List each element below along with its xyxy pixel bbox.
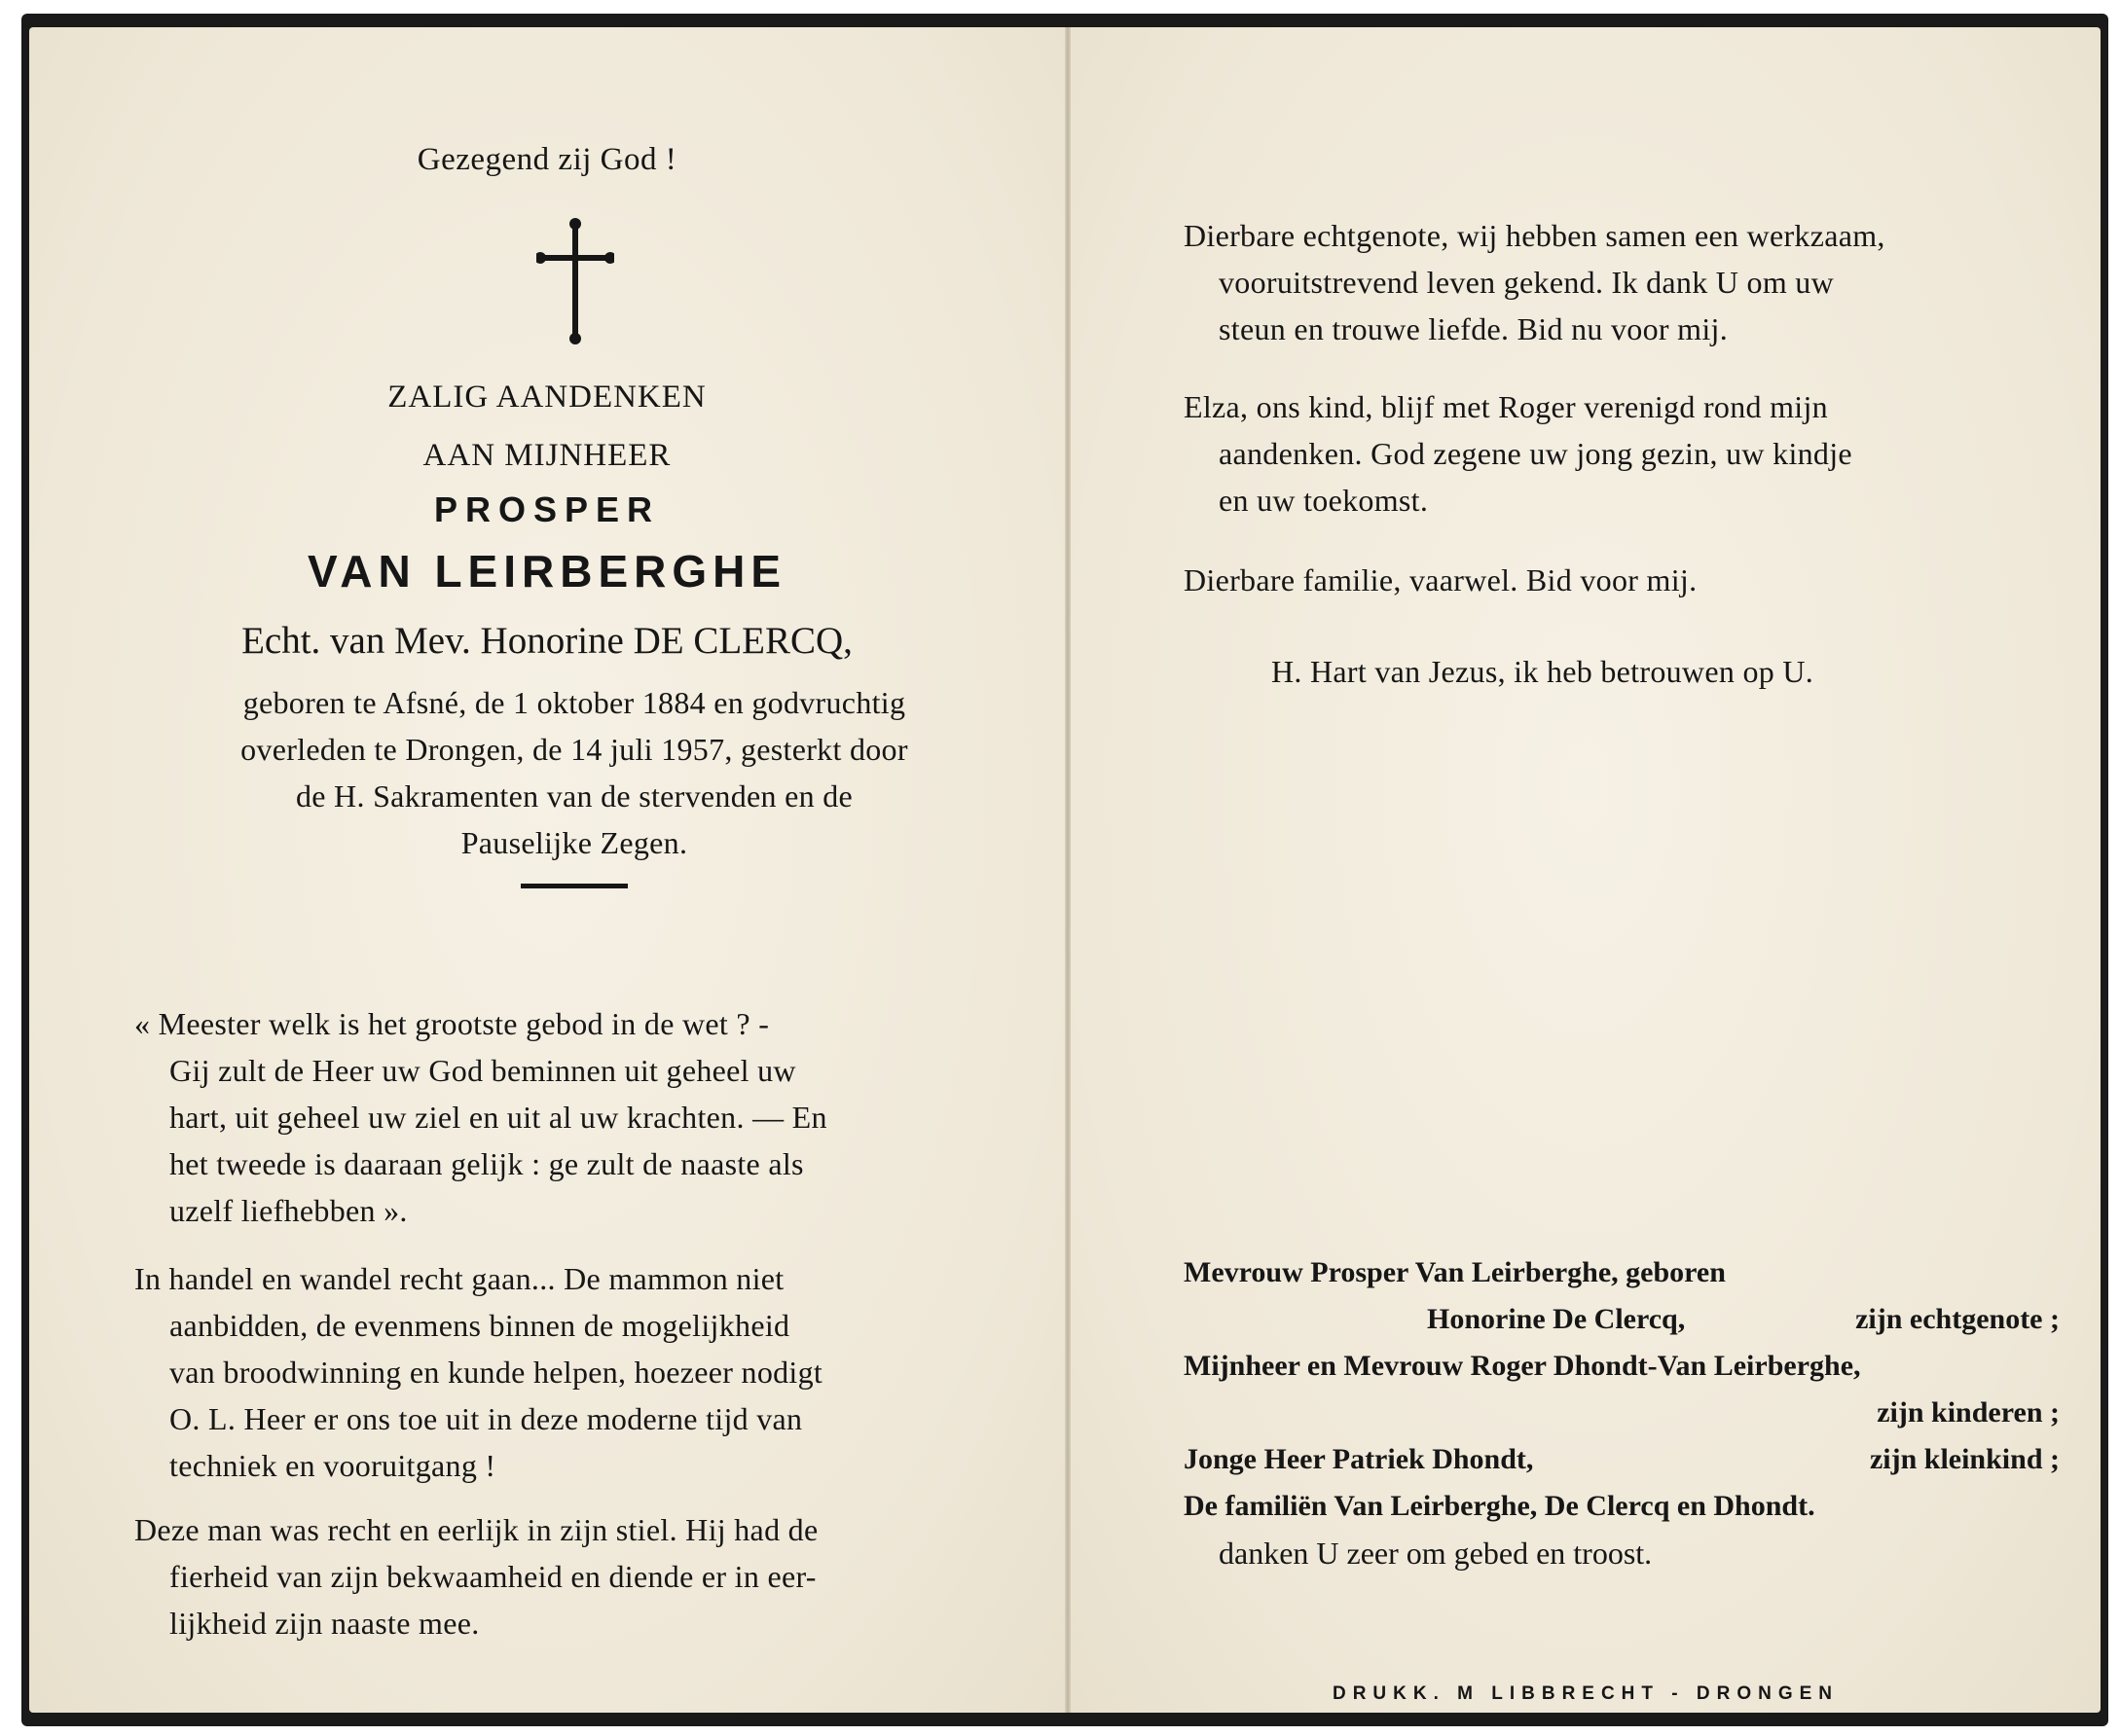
bio-line: Pauselijke Zegen. [460, 825, 688, 860]
printer-credit: DRUKK. M LIBBRECHT - DRONGEN [1332, 1683, 1840, 1704]
paragraph-line: In handel en wandel recht gaan... De mammon niet [134, 1261, 785, 1296]
salutation: Gezegend zij God ! [417, 142, 677, 177]
paragraph-trade [134, 1255, 1010, 1489]
paragraph-line: lijkheid zijn naaste mee. [169, 1606, 480, 1641]
paragraph-line: Deze man was recht en eerlijk in zijn stiel. Hij had de [134, 1512, 819, 1547]
message-to-wife [1184, 212, 2060, 352]
divider [521, 884, 628, 888]
thanks-closing: danken U zeer om gebed en troost. [1219, 1536, 1653, 1571]
thanks-name: Jonge Heer Patriek Dhondt, [1184, 1443, 1534, 1475]
paragraph-line: fierheid van zijn bekwaamheid en diende er in eer- [169, 1559, 817, 1594]
paragraph-line: techniek en vooruitgang ! [169, 1448, 496, 1483]
thanks-line: Mijnheer en Mevrouw Roger Dhondt-Van Leirberghe, [1184, 1350, 1861, 1382]
prayer-line: H. Hart van Jezus, ik heb betrouwen op U. [1271, 654, 1814, 689]
quote-line: hart, uit geheel uw ziel en uit al uw krachten. — En [169, 1100, 827, 1135]
message-line: en uw toekomst. [1219, 483, 1429, 518]
cross-icon [536, 218, 614, 344]
biography [136, 679, 1012, 866]
deceased-last-name: VAN LEIRBERGHE [307, 546, 787, 597]
closing-prayer [1184, 648, 2120, 695]
scripture-quote [134, 1000, 1010, 1234]
memorial-heading: ZALIG AANDENKEN [387, 380, 707, 415]
spouse-line: Echt. van Mev. Honorine DE CLERCQ, [241, 620, 853, 662]
message-to-family [1184, 557, 2060, 603]
paragraph-character [134, 1506, 1010, 1646]
quote-line: Gij zult de Heer uw God beminnen uit geheel uw [169, 1053, 796, 1088]
thanks-block [1184, 1249, 2060, 1576]
thanks-role: zijn kinderen ; [1877, 1396, 2060, 1429]
paragraph-line: O. L. Heer er ons toe uit in deze moderne tijd van [169, 1401, 803, 1436]
thanks-role: zijn kleinkind ; [1869, 1443, 2060, 1475]
message-line: aandenken. God zegene uw jong gezin, uw kindje [1219, 436, 1852, 471]
bio-line: overleden te Drongen, de 14 juli 1957, gesterkt door [240, 732, 908, 767]
thanks-line: De familiën Van Leirberghe, De Clercq en Dhondt. [1184, 1490, 1815, 1522]
thanks-name: Honorine De Clercq, [1427, 1303, 1686, 1335]
memorial-subheading: AAN MIJNHEER [422, 438, 672, 473]
deceased-first-name: PROSPER [433, 489, 661, 529]
message-line: steun en trouwe liefde. Bid nu voor mij. [1219, 311, 1729, 346]
message-to-daughter [1184, 383, 2060, 524]
message-line: Dierbare echtgenote, wij hebben samen een werkzaam, [1184, 218, 1885, 253]
paragraph-line: aanbidden, de evenmens binnen de mogelijkheid [169, 1308, 790, 1343]
quote-line: het tweede is daaraan gelijk : ge zult de naaste als [169, 1146, 804, 1181]
left-page [29, 27, 1065, 1713]
message-line: vooruitstrevend leven gekend. Ik dank U om uw [1219, 265, 1835, 300]
message-line: Dierbare familie, vaarwel. Bid voor mij. [1184, 562, 1698, 597]
paragraph-line: van broodwinning en kunde helpen, hoezeer nodigt [169, 1355, 823, 1390]
thanks-role: zijn echtgenote ; [1855, 1303, 2060, 1335]
quote-line: « Meester welk is het grootste gebod in de wet ? - [134, 1006, 770, 1041]
memorial-card [21, 14, 2108, 1726]
right-page [1071, 27, 2101, 1713]
bio-line: geboren te Afsné, de 1 oktober 1884 en godvruchtig [242, 685, 906, 720]
quote-line: uzelf liefhebben ». [169, 1193, 408, 1228]
thanks-line: Mevrouw Prosper Van Leirberghe, geboren [1184, 1256, 1726, 1288]
message-line: Elza, ons kind, blijf met Roger verenigd rond mijn [1184, 389, 1828, 424]
bio-line: de H. Sakramenten van de stervenden en de [295, 778, 854, 814]
